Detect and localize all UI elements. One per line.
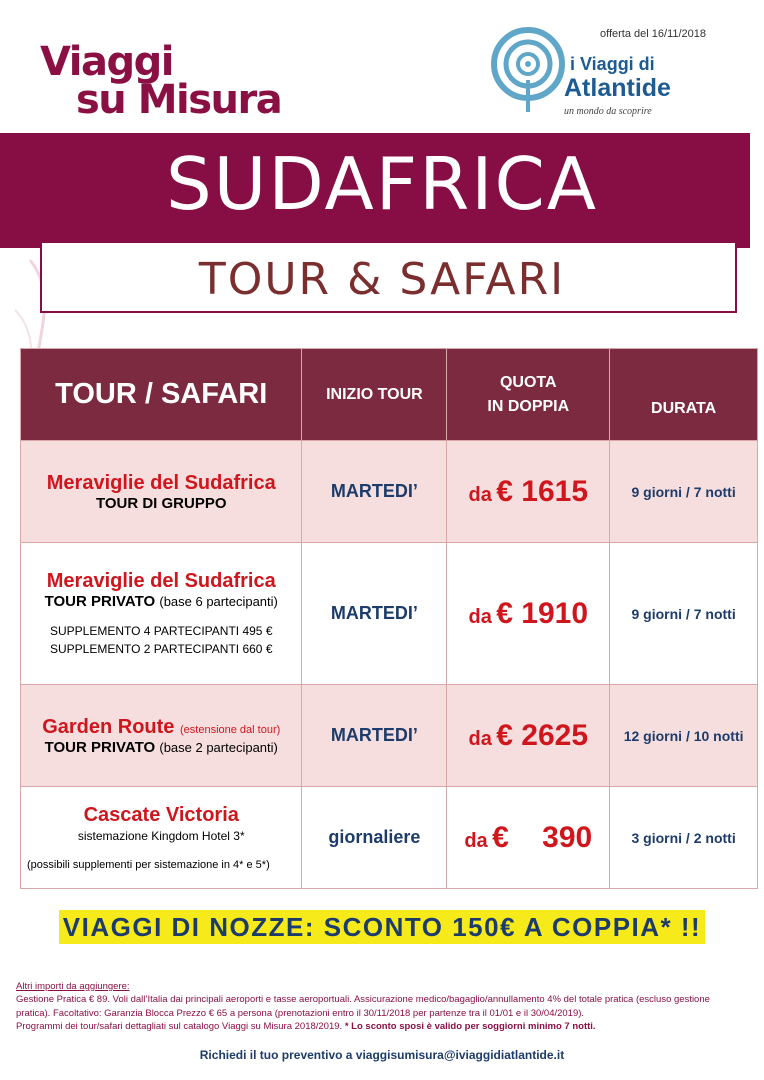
footer-text-1: Gestione Pratica € 89. Voli dall’Italia dai principali aeroporti e tasse aeroportuali. Assicurazione medico/bagaglio/annullamento 4% del totale pratica (escluso gestione pratica). Facoltativo: Garanzia Blocca Prezzo € 65 a persona (prenotazioni entro il 30/11/2018 per partenze tra il 01/01 e il 30/04/2019). [16,994,710,1019]
tour-cell [21,685,302,787]
tour-start: giornaliere [302,787,447,889]
tour-name: Garden Route [42,715,175,738]
tours-table [20,348,758,889]
tour-price [447,685,610,787]
tour-type: TOUR PRIVATO [44,592,156,610]
tour-start: MARTEDI’ [302,685,447,787]
footer-heading: Altri importi da aggiungere: [16,981,130,992]
header-price-line-2: IN DOPPIA [487,397,570,415]
price-value: € 1615 [496,474,589,508]
tour-price [447,543,610,685]
footer-notes [16,980,746,1033]
honeymoon-promo [0,912,764,943]
tour-duration: 9 giorni / 7 notti [610,441,758,543]
tour-duration: 12 giorni / 10 notti [610,685,758,787]
header-duration: DURATA [610,349,758,441]
tour-name: Cascate Victoria [83,804,239,826]
price-prefix: da [468,727,492,750]
tour-cell [21,441,302,543]
tour-note: (possibili supplementi per sistemazione in 4* e 5*) [27,859,270,871]
table-header-row [21,349,758,441]
header-tour: TOUR / SAFARI [21,349,302,441]
tour-cell [21,543,302,685]
price-prefix: da [468,605,492,628]
tour-duration: 3 giorni / 2 notti [610,787,758,889]
price-prefix: da [468,483,492,506]
atlantide-emblem-icon [490,20,570,120]
supplement-1: SUPPLEMENTO 4 PARTECIPANTI 495 € [49,623,273,638]
price-value: € 390 [492,820,593,854]
tour-price [447,787,610,889]
logo-line-1: Viaggi [40,39,173,85]
table-row [21,787,758,889]
atlantide-line-2: Atlantide [564,74,671,102]
tour-type: TOUR DI GRUPPO [95,494,227,512]
tour-cell [21,787,302,889]
atlantide-logo [490,20,680,120]
viaggi-su-misura-logo [40,39,282,123]
contact-line: Richiedi il tuo preventivo a viaggisumisura@iviaggidiatlantide.it [199,1048,565,1062]
promo-text: VIAGGI DI NOZZE: SCONTO 150€ A COPPIA* !! [59,910,705,944]
tour-duration: 9 giorni / 7 notti [610,543,758,685]
tour-base: (base 2 partecipanti) [159,739,278,755]
tour-name-note: (estensione dal tour) [180,723,281,736]
tour-start: MARTEDI’ [302,543,447,685]
price-value: € 1910 [496,596,589,630]
tour-type: TOUR PRIVATO [44,738,156,756]
header-price-line-1: QUOTA [499,373,557,391]
price-prefix: da [464,829,488,852]
atlantide-line-1: i Viaggi di [570,54,655,74]
page-title: SUDAFRICA [165,142,599,226]
footer-text-2-bold: * Lo sconto sposi è valido per soggiorni minimo 7 notti. [344,1020,596,1032]
tour-base: (base 6 partecipanti) [159,593,278,609]
page-subtitle: TOUR & SAFARI [198,254,566,305]
price-value: € 2625 [496,718,589,752]
offer-date: offerta del 16/11/2018 [600,28,707,40]
tour-name: Meraviglie del Sudafrica [46,569,276,592]
table-row [21,543,758,685]
atlantide-tagline: un mondo da scoprire [564,106,652,117]
table-row [21,441,758,543]
table-row [21,685,758,787]
footer-text-2: Programmi dei tour/safari dettagliati sul catalogo Viaggi su Misura 2018/2019. [16,1020,343,1032]
tour-name: Meraviglie del Sudafrica [46,471,276,494]
logo-line-2: su Misura [76,77,282,123]
tour-price [447,441,610,543]
header-price [447,349,610,441]
header-start: INIZIO TOUR [302,349,447,441]
tour-hotel: sistemazione Kingdom Hotel 3* [77,829,245,843]
tour-start: MARTEDI’ [302,441,447,543]
supplement-2: SUPPLEMENTO 2 PARTECIPANTI 660 € [49,641,273,656]
